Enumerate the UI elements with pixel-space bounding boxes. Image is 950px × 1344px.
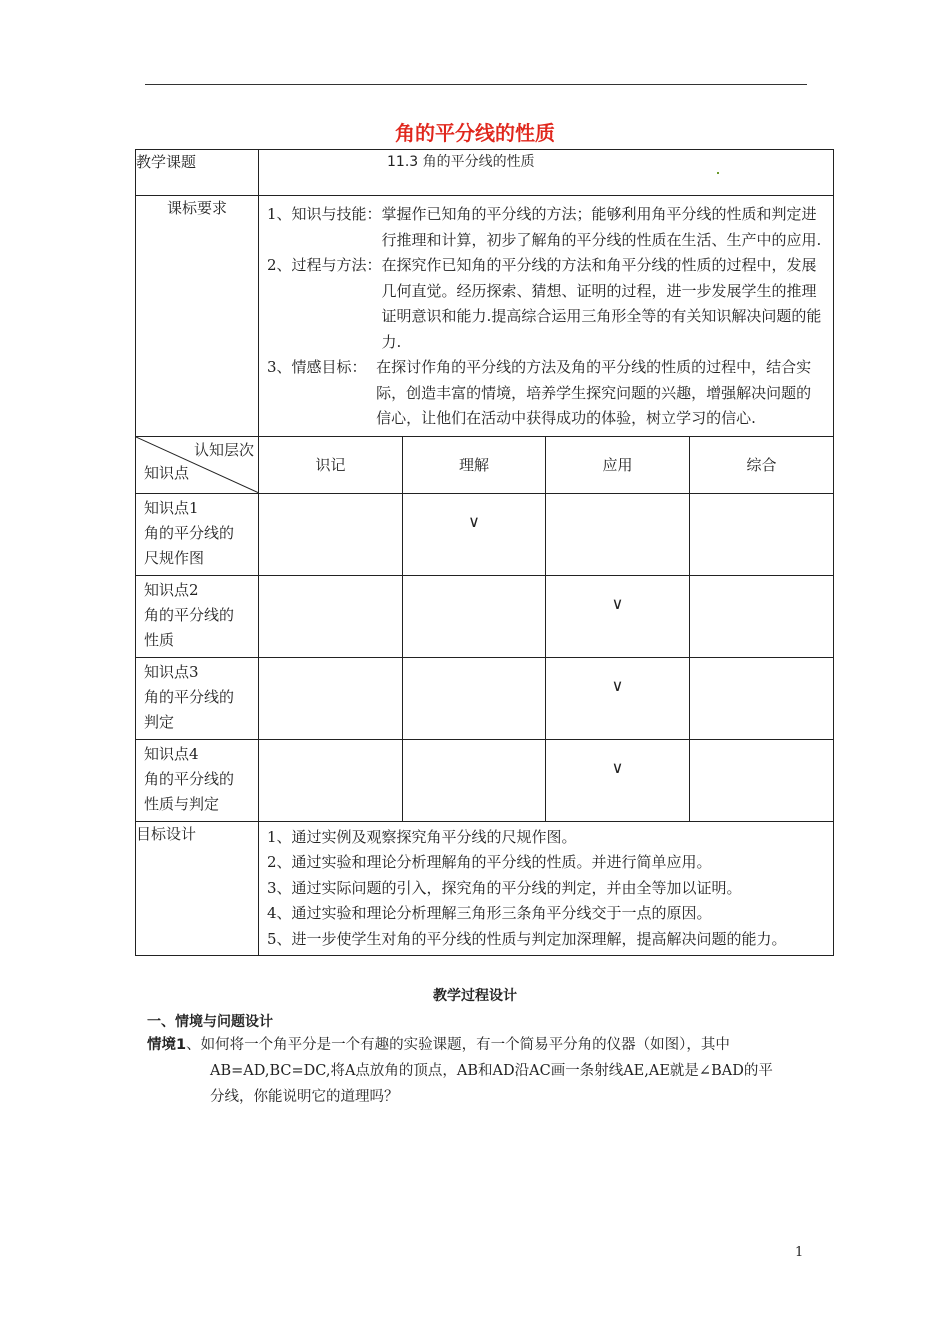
goal-item: 3、通过实际问题的引入，探究角的平分线的判定，并由全等加以证明。 <box>267 878 742 897</box>
course-value: 11.3 角的平分线的性质 <box>387 154 535 170</box>
check-mark <box>259 740 402 758</box>
goals-label-cell <box>136 821 259 956</box>
requirements-cell <box>259 196 834 437</box>
course-label: 教学课题 <box>136 153 197 171</box>
section-heading: 一、情境与问题设计 <box>147 1014 273 1030</box>
check-mark <box>403 740 545 758</box>
diagonal-header-cell <box>136 436 259 493</box>
check-mark <box>403 576 545 594</box>
page-number: 1 <box>795 1245 804 1260</box>
requirements-label: 课标要求 <box>166 199 227 217</box>
lesson-plan-table <box>135 149 834 956</box>
knowledge-row: 知识点2 角的平分线的 性质 ∨ <box>136 575 834 657</box>
check-mark <box>259 658 402 676</box>
situation-lead: 情境1 <box>147 1037 187 1053</box>
check-mark <box>690 576 833 594</box>
check-mark <box>690 494 833 512</box>
check-mark <box>403 658 545 676</box>
goals-cell <box>259 821 834 956</box>
goal-item: 5、进一步使学生对角的平分线的性质与判定加深理解，提高解决问题的能力。 <box>267 929 787 948</box>
column-header: 综合 <box>690 436 834 493</box>
check-mark <box>546 494 689 512</box>
column-header: 识记 <box>259 436 403 493</box>
requirement-item: 1、知识与技能： 掌握作已知角的平分线的方法；能够利用角平分线的性质和判定进行推理和计算，初步了解角的平分线的性质在生活、生产中的应用. <box>267 205 822 249</box>
stray-dot <box>717 172 719 174</box>
course-label-cell <box>136 150 259 196</box>
check-mark <box>690 658 833 676</box>
check-mark: ∨ <box>468 511 480 531</box>
document-title: 角的平分线的性质 <box>395 121 555 145</box>
goal-item: 1、通过实例及观察探究角平分线的尺规作图。 <box>267 827 577 846</box>
course-value-cell <box>259 150 834 196</box>
goal-item: 2、通过实验和理论分析理解角的平分线的性质。并进行简单应用。 <box>267 853 712 871</box>
section-title: 教学过程设计 <box>433 988 517 1004</box>
header-rule <box>145 84 807 85</box>
check-mark: ∨ <box>611 675 624 695</box>
knowledge-row: 知识点1 角的平分线的 尺规作图 ∨ <box>136 493 834 575</box>
knowledge-row: 知识点3 角的平分线的 判定 ∨ <box>136 657 834 739</box>
requirements-label-cell <box>136 196 259 437</box>
check-mark <box>690 740 833 758</box>
knowledge-point-label: 知识点 <box>144 463 190 482</box>
column-header: 应用 <box>546 436 690 493</box>
check-mark <box>259 494 402 512</box>
column-header: 理解 <box>403 436 546 493</box>
cognitive-level-label: 认知层次 <box>193 440 254 459</box>
goals-label: 目标设计 <box>136 824 197 843</box>
knowledge-row: 知识点4 角的平分线的 性质与判定 ∨ <box>136 739 834 821</box>
requirement-item: 2、过程与方法： 在探究作已知角的平分线的方法和角平分线的性质的过程中，发展几何直觉。经历探索、猜想、证明的过程，进一步发展学生的推理证明意识和能力.提高综合运用三角形全等的有关知识解决问题的能力. <box>267 256 822 351</box>
requirement-item: 3、情感目标： 在探讨作角的平分线的方法及角的平分线的性质的过程中，结合实际，创造丰富的情境，培养学生探究问题的兴趣，增强解决问题的信心，让他们在活动中获得成功的体验，树立学习的信心. <box>267 358 812 427</box>
check-mark: ∨ <box>611 757 624 777</box>
situation-paragraph: 情境1、如何将一个角平分是一个有趣的实验课题，有一个简易平分角的仪器（如图），其中 AB=AD,BC=DC,将A点放角的顶点，AB和AD沿AC画一条射线AE,AE就是∠BAD的平 分线，你能说明它的道理吗？ <box>147 1037 773 1105</box>
goal-item: 4、通过实验和理论分析理解三角形三条角平分线交于一点的原因。 <box>267 904 712 922</box>
check-mark: ∨ <box>611 593 624 613</box>
check-mark <box>259 576 402 594</box>
